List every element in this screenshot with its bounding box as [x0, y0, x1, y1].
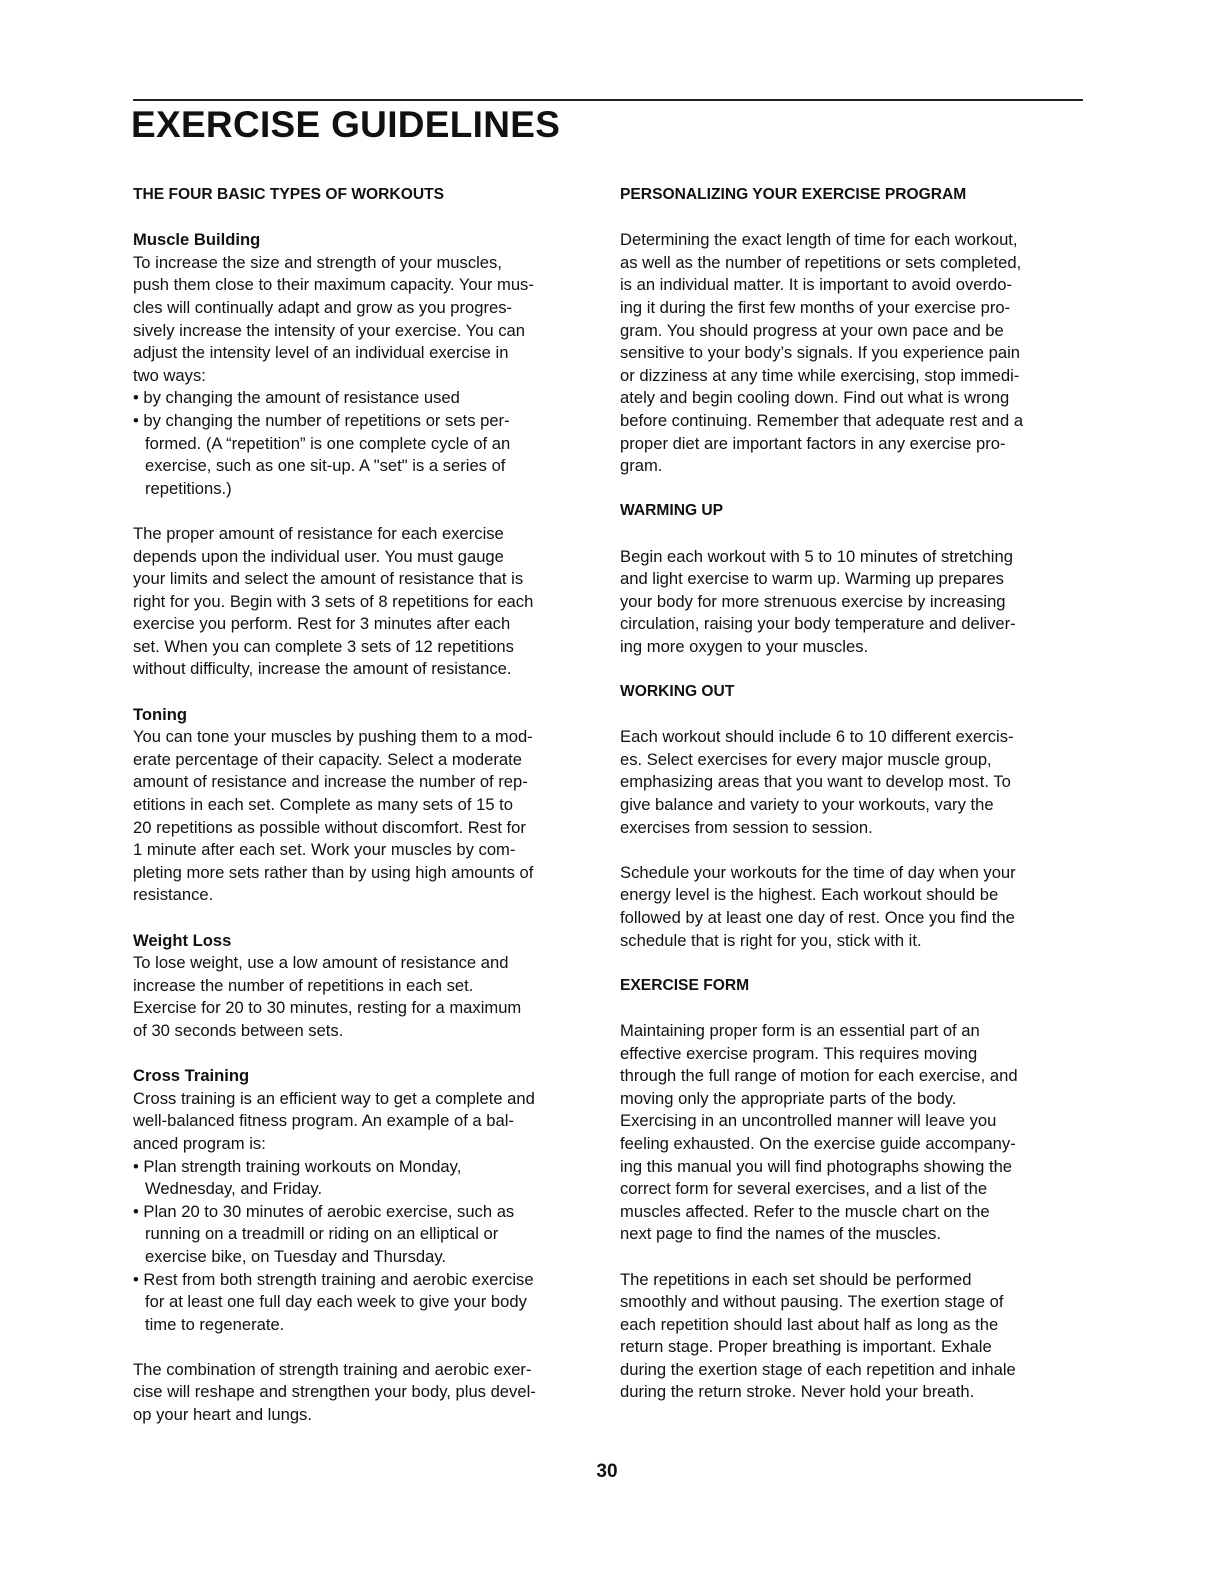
paragraph	[133, 252, 603, 388]
text-line: muscles affected. Refer to the muscle chart on the	[620, 1201, 990, 1221]
page-title: EXERCISE GUIDELINES	[131, 104, 561, 145]
section-heading: PERSONALIZING YOUR EXERCISE PROGRAM	[620, 186, 967, 203]
bullet-list	[133, 1156, 603, 1337]
text-line: etitions in each set. Complete as many sets of 15 to	[133, 795, 514, 815]
text-line: op your heart and lungs.	[133, 1405, 312, 1425]
text-line: amount of resistance and increase the number of rep-	[133, 772, 528, 792]
text-line: formed. (A “repetition” is one complete cycle of an	[145, 433, 511, 453]
text-line: next page to find the names of the muscles.	[620, 1224, 942, 1244]
text-line: 20 repetitions as possible without discomfort. Rest for	[133, 817, 526, 837]
paragraph	[133, 523, 603, 681]
bullet-list	[133, 387, 603, 500]
text-line: ing it during the first few months of your exercise pro-	[620, 297, 1011, 317]
section-heading: WORKING OUT	[620, 683, 735, 701]
text-line: or dizziness at any time while exercising, stop immedi-	[620, 365, 1020, 385]
text-line: before continuing. Remember that adequate rest and a	[620, 410, 1024, 430]
text-line: right for you. Begin with 3 sets of 8 repetitions for each	[133, 591, 534, 611]
text-line: without difficulty, increase the amount of resistance.	[133, 659, 512, 679]
text-line: set. When you can complete 3 sets of 12 repetitions	[133, 636, 514, 656]
text-line: running on a treadmill or riding on an elliptical or	[145, 1224, 499, 1244]
text-line: increase the number of repetitions in each set.	[133, 975, 474, 995]
text-line: The repetitions in each set should be performed	[620, 1269, 972, 1289]
text-line: energy level is the highest. Each workout should be	[620, 885, 999, 905]
text-line: exercise, such as one sit-up. A "set" is a series of	[145, 456, 506, 476]
text-line: Exercising in an uncontrolled manner will leave you	[620, 1111, 997, 1131]
text-line: smoothly and without pausing. The exertion stage of	[620, 1292, 1004, 1312]
text-line: as well as the number of repetitions or sets completed,	[620, 252, 1022, 272]
page-number: 30	[596, 1461, 618, 1482]
bullet-item	[133, 387, 603, 410]
text-line: • by changing the amount of resistance used	[133, 388, 460, 408]
text-line: of 30 seconds between sets.	[133, 1020, 344, 1040]
text-line: exercise you perform. Rest for 3 minutes after each	[133, 614, 511, 634]
text-line: each repetition should last about half as long as the	[620, 1314, 999, 1334]
text-line: two ways:	[133, 365, 206, 385]
text-line: Maintaining proper form is an essential part of an	[620, 1020, 980, 1040]
section-heading: THE FOUR BASIC TYPES OF WORKOUTS	[133, 186, 445, 203]
text-line: Determining the exact length of time for each workout,	[620, 230, 1018, 250]
subsection-heading: Toning	[133, 704, 188, 724]
text-line: effective exercise program. This requires moving	[620, 1043, 978, 1063]
text-line: resistance.	[133, 885, 214, 905]
text-line: • by changing the number of repetitions or sets per-	[133, 410, 510, 430]
text-line: return stage. Proper breathing is important. Exhale	[620, 1337, 992, 1357]
text-line: depends upon the individual user. You must gauge	[133, 546, 504, 566]
text-line: • Rest from both strength training and aerobic exercise	[133, 1269, 534, 1289]
text-line: es. Select exercises for every major muscle group,	[620, 749, 992, 769]
text-line: You can tone your muscles by pushing them to a mod-	[133, 727, 533, 747]
text-line: pleting more sets rather than by using high amounts of	[133, 862, 534, 882]
paragraph	[620, 1269, 1090, 1405]
paragraph	[133, 726, 603, 907]
subsection-heading: Muscle Building	[133, 230, 261, 250]
text-line: is an individual matter. It is important to avoid overdo-	[620, 275, 1012, 295]
text-line: during the return stroke. Never hold your breath.	[620, 1382, 975, 1402]
text-line: through the full range of motion for each exercise, and	[620, 1066, 1018, 1086]
text-line: • Plan 20 to 30 minutes of aerobic exercise, such as	[133, 1201, 515, 1221]
text-line: during the exertion stage of each repetition and inhale	[620, 1359, 1016, 1379]
paragraph	[620, 546, 1090, 659]
bullet-item	[133, 410, 603, 500]
text-line: and light exercise to warm up. Warming up prepares	[620, 569, 1004, 589]
text-line: give balance and variety to your workouts, vary the	[620, 795, 994, 815]
text-line: Cross training is an efficient way to get a complete and	[133, 1088, 535, 1108]
title-rule	[133, 99, 1083, 101]
text-line: sensitive to your body’s signals. If you experience pain	[620, 343, 1021, 363]
subsection-heading: Weight Loss	[133, 930, 232, 950]
text-line: circulation, raising your body temperature and deliver-	[620, 614, 1016, 634]
text-line: correct form for several exercises, and a list of the	[620, 1179, 988, 1199]
section-heading: WARMING UP	[620, 502, 724, 520]
text-line: erate percentage of their capacity. Select a moderate	[133, 749, 522, 769]
text-line: Exercise for 20 to 30 minutes, resting for a maximum	[133, 998, 522, 1018]
section-heading: EXERCISE FORM	[620, 976, 750, 994]
text-line: for at least one full day each week to give your body	[145, 1292, 527, 1312]
text-line: The combination of strength training and aerobic exer-	[133, 1359, 532, 1379]
text-line: push them close to their maximum capacity. Your mus-	[133, 275, 534, 295]
text-line: emphasizing areas that you want to develop most. To	[620, 772, 1011, 792]
paragraph	[133, 1088, 603, 1156]
text-line: ing this manual you will find photographs showing the	[620, 1156, 1013, 1176]
subsection-heading: Cross Training	[133, 1066, 250, 1086]
text-line: your limits and select the amount of resistance that is	[133, 569, 524, 589]
paragraph	[620, 229, 1090, 478]
text-line: ing more oxygen to your muscles.	[620, 636, 869, 656]
text-line: time to regenerate.	[145, 1314, 285, 1334]
bullet-item	[133, 1269, 603, 1337]
paragraph	[620, 1020, 1090, 1246]
bullet-item	[133, 1201, 603, 1269]
text-line: your body for more strenuous exercise by increasing	[620, 591, 1006, 611]
text-line: sively increase the intensity of your exercise. You can	[133, 320, 526, 340]
bullet-item	[133, 1156, 603, 1201]
text-line: moving only the appropriate parts of the body.	[620, 1088, 957, 1108]
paragraph	[620, 862, 1090, 952]
text-line: The proper amount of resistance for each exercise	[133, 523, 504, 543]
text-line: gram. You should progress at your own pace and be	[620, 320, 1004, 340]
text-line: Wednesday, and Friday.	[145, 1179, 323, 1199]
text-line: cise will reshape and strengthen your body, plus devel-	[133, 1382, 536, 1402]
text-line: Each workout should include 6 to 10 different exercis-	[620, 727, 1014, 747]
text-line: • Plan strength training workouts on Monday,	[133, 1156, 462, 1176]
text-line: followed by at least one day of rest. Once you find the	[620, 908, 1015, 927]
text-line: To lose weight, use a low amount of resistance and	[133, 953, 509, 973]
text-line: ately and begin cooling down. Find out what is wrong	[620, 388, 1010, 408]
paragraph	[620, 726, 1090, 839]
text-line: feeling exhausted. On the exercise guide accompany-	[620, 1133, 1016, 1153]
text-line: Schedule your workouts for the time of day when your	[620, 862, 1016, 882]
paragraph	[133, 952, 603, 1042]
text-line: cles will continually adapt and grow as you progres-	[133, 297, 513, 317]
text-line: adjust the intensity level of an individual exercise in	[133, 343, 509, 363]
text-line: well-balanced fitness program. An example of a bal-	[133, 1111, 514, 1131]
left-column	[133, 184, 603, 1427]
text-line: exercise bike, on Tuesday and Thursday.	[145, 1246, 447, 1266]
text-line: Begin each workout with 5 to 10 minutes of stretching	[620, 546, 1013, 566]
text-line: exercises from session to session.	[620, 817, 873, 837]
right-column	[620, 184, 1090, 1404]
text-line: To increase the size and strength of your muscles,	[133, 252, 502, 272]
text-line: anced program is:	[133, 1133, 266, 1153]
text-line: gram.	[620, 456, 663, 476]
text-line: repetitions.)	[145, 478, 232, 498]
paragraph	[133, 1359, 603, 1427]
text-line: 1 minute after each set. Work your muscles by com-	[133, 840, 516, 860]
text-line: proper diet are important factors in any exercise pro-	[620, 433, 1006, 453]
text-line: schedule that is right for you, stick with it.	[620, 930, 922, 950]
